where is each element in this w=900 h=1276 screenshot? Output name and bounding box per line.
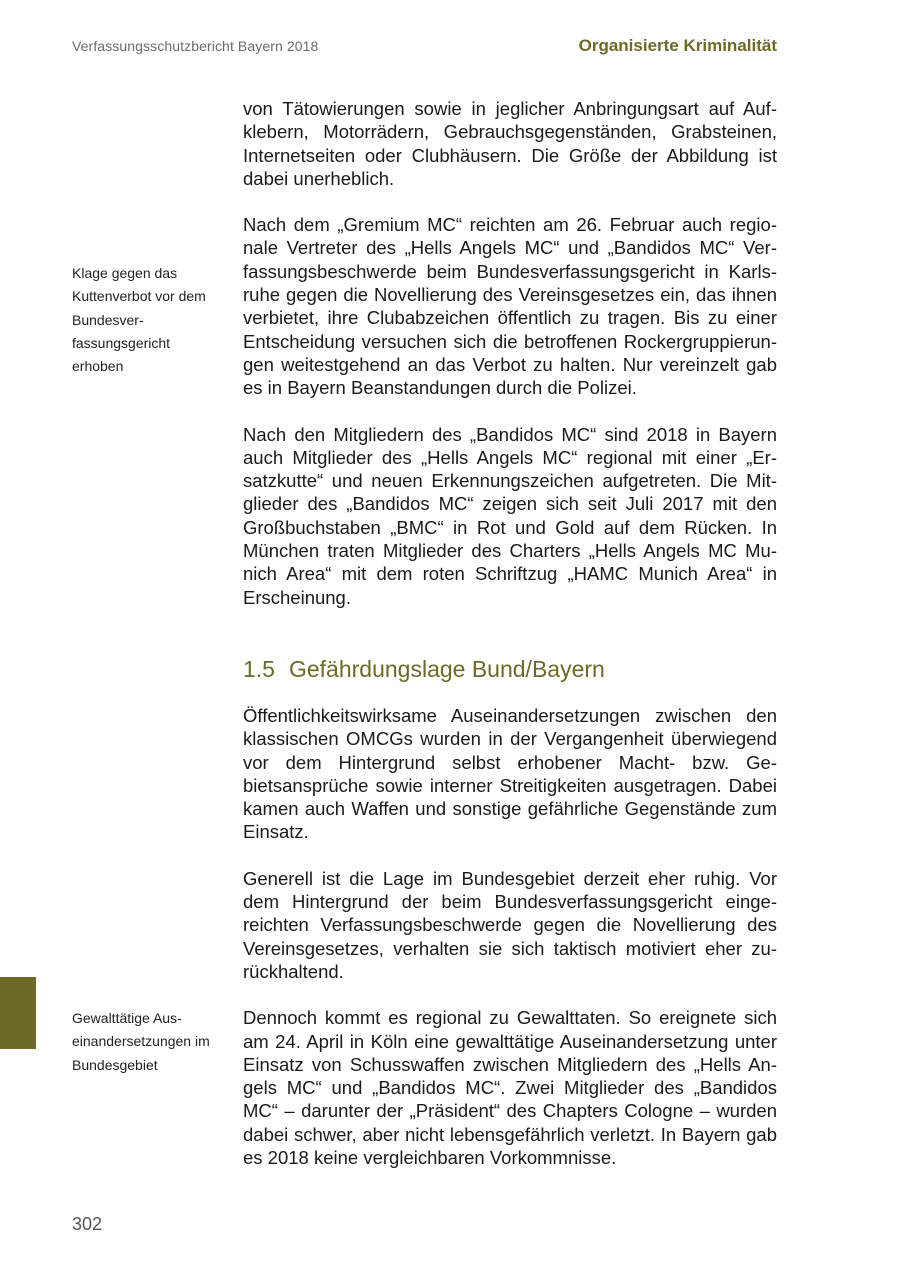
running-header-title: Verfassungsschutzbericht Bayern 2018 bbox=[72, 38, 319, 54]
section-heading bbox=[243, 655, 777, 683]
paragraph-verfassungsbeschwerde: Nach dem „Gremium MC“ reichten am 26. Februar auch regionale Vertreter des „Hells Angels MC“ und „Bandidos MC“ Verfassungsbeschwerde beim Bundesverfassungsgericht in Karlsruhe gegen die Novellierung des Vereinsgesetzes ein, das ihnen verbietet, ihre Clubabzeichen öffentlich zu tragen. Bis zu einer Entscheidung versuchen sich die betroffenen Rockergruppierungen weitestgehend an das Verbot zu halten. Nur vereinzelt gab es in Bayern Beanstandungen durch die Polizei. bbox=[243, 214, 777, 399]
paragraph-auseinandersetzungen: Öffentlichkeitswirksame Auseinandersetzungen zwischen den klassischen OMCGs wurden in der Vergangenheit überwiegend vor dem Hintergrund selbst erhobener Macht- bzw. Gebietsansprüche sowie interner Streitigkeiten ausgetragen. Dabei kamen auch Waffen und sonstige gefährliche Gegenstände zum Einsatz. bbox=[243, 704, 777, 843]
paragraph-ersatzkutte: Nach den Mitgliedern des „Bandidos MC“ sind 2018 in Bayern auch Mitglieder des „Hells Angels MC“ regional mit einer „Ersatzkutte“ und neuen Erkennungszeichen aufgetreten. Die Mitglieder des „Bandidos MC“ zeigen sich seit Juli 2017 mit den Großbuchstaben „BMC“ in Rot und Gold auf dem Rücken. In München traten Mitglieder des Charters „Hells Angels MC Munich Area“ mit dem roten Schriftzug „HAMC Munich Area“ in Erscheinung. bbox=[243, 423, 777, 608]
margin-note-gewalt: Gewalttätige Auseinandersetzungen im Bundesgebiet bbox=[72, 1010, 210, 1073]
paragraph-gewalttaten: Dennoch kommt es regional zu Gewalttaten. So ereignete sich am 24. April in Köln eine gewalttätige Auseinandersetzung unter Einsatz von Schusswaffen zwischen Mitgliedern des „Hells Angels MC“ und „Bandidos MC“. Zwei Mitglieder des „Bandidos MC“ – darunter der „Präsident“ des Chapters Cologne – wurden dabei schwer, aber nicht lebensgefährlich verletzt. In Bayern gab es 2018 keine vergleichbaren Vorkommnisse. bbox=[243, 1007, 777, 1168]
main-text-column bbox=[243, 97, 777, 1169]
running-header-chapter: Organisierte Kriminalität bbox=[578, 36, 777, 55]
margin-note-kuttenverbot: Klage gegen das Kuttenverbot vor dem Bundesverfassungsgericht erhoben bbox=[72, 265, 206, 375]
paragraph-taetowierungen: von Tätowierungen sowie in jeglicher Anbringungsart auf Aufklebern, Motorrädern, Gebrauchsgegenständen, Grabsteinen, Internetseiten oder Clubhäusern. Die Größe der Abbildung ist dabei unerheblich. bbox=[243, 98, 777, 189]
page-number: 302 bbox=[72, 1214, 103, 1234]
paragraph-lage: Generell ist die Lage im Bundesgebiet derzeit eher ruhig. Vor dem Hintergrund der beim Bundesverfassungsgericht eingereichten Verfassungsbeschwerde gegen die Novellierung des Vereinsgesetzes, verhalten sie sich taktisch motiviert eher zurückhaltend. bbox=[243, 867, 777, 982]
chapter-side-tab bbox=[0, 977, 36, 1049]
section-number: 1.5 bbox=[243, 655, 275, 682]
section-title: Gefährdungslage Bund/Bayern bbox=[288, 655, 605, 682]
